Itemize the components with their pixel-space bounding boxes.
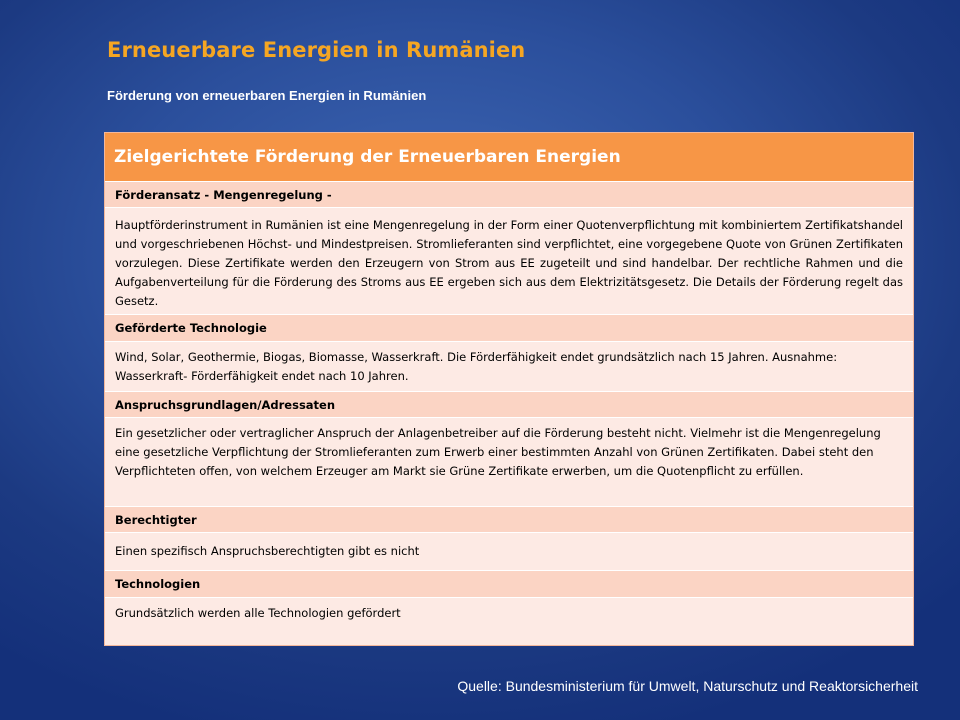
- source-note: Quelle: Bundesministerium für Umwelt, Naturschutz und Reaktorsicherheit: [457, 678, 918, 694]
- section-heading-technologie: Geförderte Technologie: [105, 315, 913, 342]
- section-heading-foerderansatz: Förderansatz - Mengenregelung -: [105, 182, 913, 208]
- section-body-technologie: Wind, Solar, Geothermie, Biogas, Biomasse, Wasserkraft. Die Förderfähigkeit endet grundsätzlich nach 15 Jahren. Ausnahme: Wasserkraft- Förderfähigkeit endet nach 10 Jahren.: [105, 342, 913, 392]
- section-body-technologien: Grundsätzlich werden alle Technologien gefördert: [105, 598, 913, 645]
- slide-subtitle: Förderung von erneuerbaren Energien in Rumänien: [107, 88, 427, 103]
- section-heading-technologien: Technologien: [105, 571, 913, 598]
- section-body-anspruchsgrundlagen: Ein gesetzlicher oder vertraglicher Anspruch der Anlagenbetreiber auf die Förderung besteht nicht. Vielmehr ist die Mengenregelung eine gesetzliche Verpflichtung der Stromlieferanten zum Erwerb einer bestimmten Anzahl von Grünen Zertifikaten. Dabei steht den Verpflichteten offen, von welchem Erzeuger am Markt sie Grüne Zertifikate erwerben, um die Quotenpflicht zu erfüllen.: [105, 418, 913, 507]
- section-body-berechtigter: Einen spezifisch Anspruchsberechtigten gibt es nicht: [105, 533, 913, 571]
- table-header: Zielgerichtete Förderung der Erneuerbaren Energien: [105, 133, 913, 182]
- section-heading-berechtigter: Berechtigter: [105, 507, 913, 533]
- section-heading-anspruchsgrundlagen: Anspruchsgrundlagen/Adressaten: [105, 392, 913, 418]
- section-body-foerderansatz: Hauptförderinstrument in Rumänien ist eine Mengenregelung in der Form einer Quotenverpflichtung mit kombiniertem Zertifikatshandel und vorgeschriebenen Höchst- und Mindestpreisen. Stromlieferanten sind verpflichtet, eine vorgegebene Quote von Grünen Zertifikaten vorzulegen. Diese Zertifikate werden den Erzeugern von Strom aus EE zugeteilt und sind handelbar. Der rechtliche Rahmen und die Aufgabenverteilung für die Förderung des Stroms aus EE ergeben sich aus dem Elektrizitätsgesetz. Die Details der Förderung regelt das Gesetz.: [105, 208, 913, 315]
- slide-title: Erneuerbare Energien in Rumänien: [107, 38, 526, 62]
- funding-table: [104, 132, 914, 646]
